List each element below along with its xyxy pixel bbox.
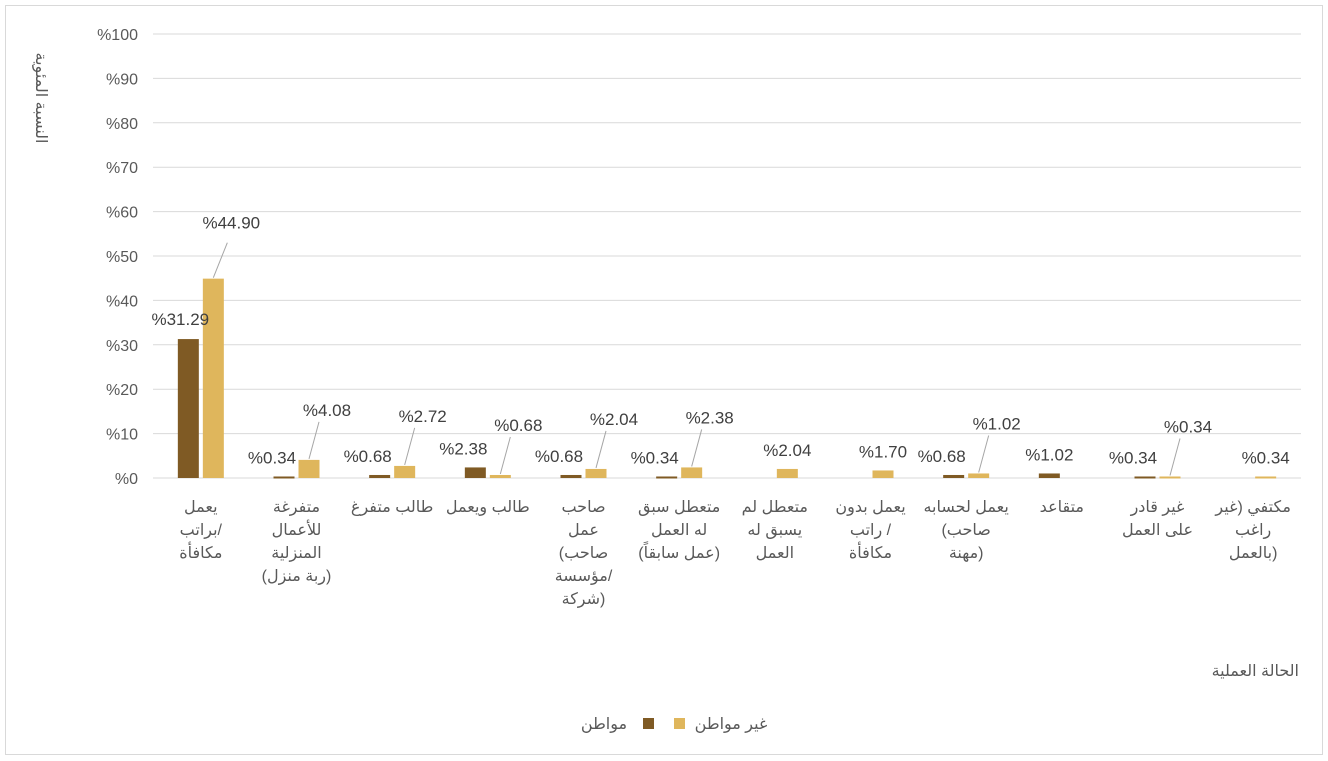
bar-non-citizen [586, 469, 607, 478]
chart-frame [5, 5, 1323, 755]
bar-non-citizen [873, 470, 894, 478]
data-label: %0.34 [1163, 417, 1213, 437]
data-labels [151, 214, 1289, 468]
x-tick-label: للأعمال [271, 522, 322, 539]
bar-citizen [274, 476, 295, 478]
bar-citizen [943, 475, 964, 478]
data-label: %2.38 [685, 408, 734, 428]
y-tick-label: %80 [105, 115, 138, 133]
bar-non-citizen [777, 469, 798, 478]
data-label: %2.04 [763, 440, 812, 460]
x-tick-label: مكتفي (غير [1215, 499, 1291, 516]
data-label: %1.02 [1025, 445, 1074, 465]
y-axis-title: النسبة المئوية [32, 52, 49, 144]
x-axis-category-labels [179, 499, 1291, 609]
x-tick-label: له العمل [651, 522, 708, 539]
data-label: %0.68 [494, 415, 543, 435]
bar-non-citizen [490, 475, 511, 478]
x-tick-label: مهنة) [948, 545, 984, 562]
x-tick-label: طالب ويعمل [445, 499, 530, 516]
legend-label-non-citizen: غير مواطن [694, 716, 768, 733]
x-tick-label: براتب/ [179, 522, 223, 539]
bar-non-citizen [1160, 476, 1181, 478]
leader-line [213, 243, 227, 278]
leader-line [1170, 438, 1180, 475]
data-label: %0.68 [343, 446, 392, 466]
y-tick-label: %90 [105, 71, 138, 89]
y-tick-label: %100 [97, 27, 138, 44]
x-tick-label: على العمل [1121, 522, 1194, 539]
x-tick-label: متفرغة [272, 499, 321, 516]
data-label: %4.08 [302, 400, 352, 420]
x-tick-label: (صاحب [941, 522, 991, 539]
data-label: %0.34 [630, 448, 679, 468]
bar-citizen [1039, 473, 1060, 478]
leader-line [596, 431, 606, 468]
data-label: %1.70 [858, 442, 908, 462]
data-label: %2.72 [398, 406, 447, 426]
data-label: %0.34 [247, 448, 297, 468]
bar-non-citizen [299, 460, 320, 478]
y-tick-label: %20 [105, 382, 138, 400]
y-tick-label: %70 [105, 160, 138, 178]
legend-swatch-citizen [643, 718, 654, 729]
data-label: %31.29 [151, 310, 210, 330]
x-tick-label: راتب / [849, 522, 892, 539]
x-tick-label: متعطل لم [741, 499, 808, 516]
leader-line [979, 435, 989, 472]
data-label: %2.04 [589, 409, 639, 429]
x-tick-label: يعمل [184, 499, 218, 516]
x-tick-label: يسبق له [747, 522, 803, 539]
data-label: %0.34 [1241, 448, 1290, 468]
x-tick-label: العمل [755, 545, 795, 562]
data-label: %0.34 [1108, 448, 1158, 468]
x-tick-label: صاحب [561, 499, 606, 516]
bar-citizen [656, 476, 677, 478]
x-tick-label: طالب متفرغ [350, 499, 434, 516]
x-tick-label: شركة) [561, 591, 606, 608]
x-tick-label: راغب [1235, 522, 1272, 539]
x-tick-label: (ربة منزل) [261, 568, 332, 585]
x-tick-label: عمل [568, 522, 599, 539]
x-tick-label: بالعمل) [1228, 545, 1278, 562]
y-tick-label: %0 [114, 471, 138, 488]
leader-line [309, 422, 319, 459]
legend-label-citizen: مواطن [580, 716, 628, 733]
y-tick-label: %30 [105, 337, 138, 355]
bar-non-citizen [394, 466, 415, 478]
bar-chart [6, 6, 1324, 756]
label-leader-lines [213, 243, 1180, 476]
data-label: %2.38 [439, 439, 488, 459]
x-axis-title: الحالة العملية [1211, 663, 1299, 680]
x-tick-label: مؤسسة/ [554, 568, 613, 585]
y-tick-label: %10 [105, 426, 138, 444]
y-tick-label: %40 [105, 293, 138, 311]
x-tick-label: متعطل سبق [637, 499, 721, 516]
y-axis-tick-labels [97, 27, 138, 488]
bar-citizen [178, 339, 199, 478]
bar-non-citizen [968, 473, 989, 478]
bar-non-citizen [1255, 476, 1276, 478]
bar-citizen [465, 467, 486, 478]
x-tick-label: يعمل لحسابه [923, 499, 1009, 516]
y-tick-label: %60 [105, 204, 138, 222]
x-tick-label: (صاحب [558, 545, 609, 562]
legend-swatch-non-citizen [674, 718, 685, 729]
data-label: %0.68 [917, 446, 966, 466]
data-label: %0.68 [534, 446, 584, 466]
bar-citizen [1135, 476, 1156, 478]
x-tick-label: المنزلية [271, 545, 322, 562]
x-tick-label: متقاعد [1039, 499, 1084, 516]
data-label: %44.90 [202, 213, 261, 233]
data-label: %1.02 [972, 414, 1021, 434]
leader-line [692, 429, 702, 466]
x-tick-label: يعمل بدون [835, 499, 906, 516]
y-tick-label: %50 [105, 249, 138, 266]
leader-line [500, 437, 510, 474]
legend [581, 716, 767, 734]
bar-citizen [369, 475, 390, 478]
bar-non-citizen [203, 279, 224, 478]
x-tick-label: مكافأة [848, 545, 893, 562]
x-tick-label: مكافأة [179, 545, 223, 562]
bar-citizen [561, 475, 582, 478]
x-tick-label: (عمل سابقاً) [638, 545, 721, 562]
x-tick-label: غير قادر [1130, 499, 1185, 516]
bar-non-citizen [681, 467, 702, 478]
